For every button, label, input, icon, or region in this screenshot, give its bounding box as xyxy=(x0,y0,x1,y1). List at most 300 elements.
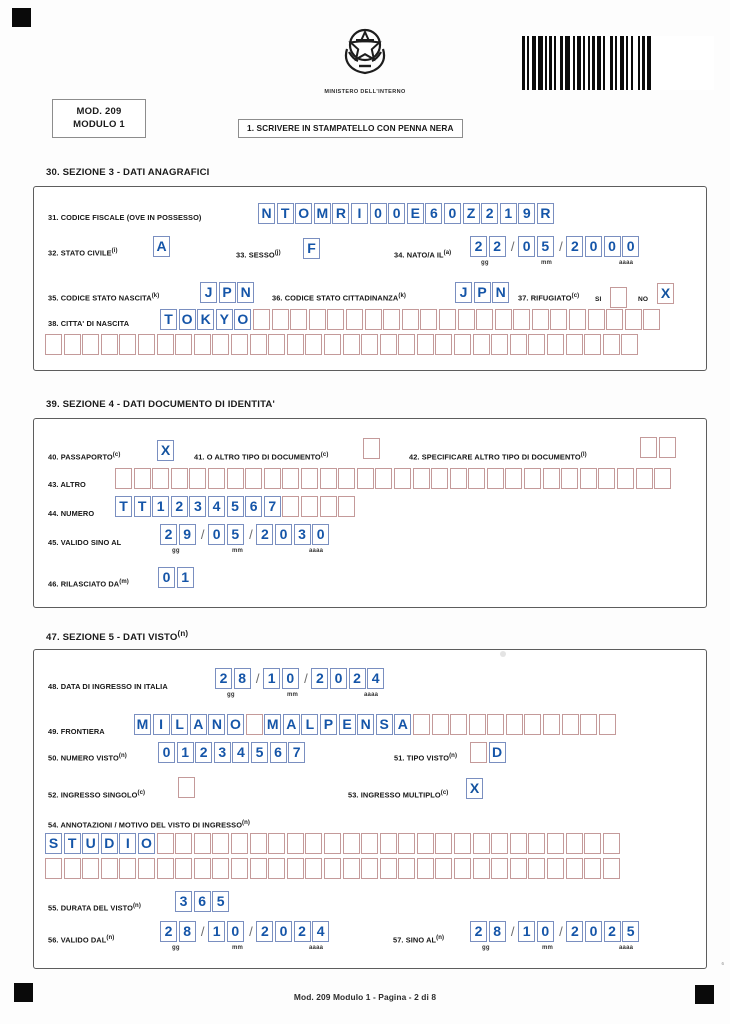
char-box[interactable] xyxy=(420,309,437,330)
char-box[interactable] xyxy=(470,742,487,763)
char-box[interactable] xyxy=(157,858,174,879)
field-38-input-row2[interactable] xyxy=(45,334,640,355)
char-box[interactable]: Y xyxy=(216,309,233,330)
char-box[interactable] xyxy=(505,468,522,489)
field-41-checkbox[interactable] xyxy=(363,438,380,459)
char-box[interactable]: 1 xyxy=(177,742,194,763)
char-box[interactable] xyxy=(305,334,322,355)
char-box[interactable]: 0 xyxy=(275,921,292,942)
char-box[interactable] xyxy=(282,496,299,517)
char-box[interactable] xyxy=(327,309,344,330)
char-box[interactable] xyxy=(245,468,262,489)
char-box[interactable]: L xyxy=(301,714,318,735)
char-box[interactable] xyxy=(598,468,615,489)
char-box[interactable]: L xyxy=(171,714,188,735)
char-box[interactable] xyxy=(119,858,136,879)
char-box[interactable]: O xyxy=(179,309,196,330)
char-box[interactable]: 7 xyxy=(264,496,281,517)
field-48-date-input[interactable] xyxy=(215,668,386,689)
char-box[interactable]: 9 xyxy=(179,524,196,545)
char-box[interactable] xyxy=(603,833,620,854)
char-box[interactable]: F xyxy=(303,238,320,259)
char-box[interactable]: 0 xyxy=(537,921,554,942)
char-box[interactable]: 4 xyxy=(232,742,249,763)
char-box[interactable] xyxy=(301,468,318,489)
char-box[interactable] xyxy=(473,334,490,355)
char-box[interactable]: 5 xyxy=(251,742,268,763)
char-box[interactable] xyxy=(82,858,99,879)
char-box[interactable] xyxy=(450,468,467,489)
char-box[interactable] xyxy=(138,334,155,355)
char-box[interactable]: M xyxy=(264,714,281,735)
char-box[interactable] xyxy=(282,468,299,489)
char-box[interactable] xyxy=(603,334,620,355)
char-box[interactable]: 2 xyxy=(160,524,177,545)
char-box[interactable] xyxy=(268,858,285,879)
char-box[interactable] xyxy=(588,309,605,330)
char-box[interactable] xyxy=(491,833,508,854)
char-box[interactable]: 0 xyxy=(518,236,535,257)
char-box[interactable] xyxy=(625,309,642,330)
char-box[interactable] xyxy=(398,858,415,879)
char-box[interactable] xyxy=(208,468,225,489)
char-box[interactable]: 0 xyxy=(388,203,405,224)
field-43-input[interactable] xyxy=(115,468,673,489)
char-box[interactable] xyxy=(473,833,490,854)
char-box[interactable] xyxy=(175,833,192,854)
char-box[interactable] xyxy=(402,309,419,330)
char-box[interactable]: S xyxy=(45,833,62,854)
char-box[interactable] xyxy=(361,334,378,355)
char-box[interactable] xyxy=(212,334,229,355)
char-box[interactable]: K xyxy=(197,309,214,330)
char-box[interactable]: 3 xyxy=(294,524,311,545)
char-box[interactable]: 0 xyxy=(282,668,299,689)
char-box[interactable] xyxy=(101,858,118,879)
char-box[interactable]: 2 xyxy=(215,668,232,689)
char-box[interactable]: O xyxy=(295,203,312,224)
char-box[interactable] xyxy=(231,833,248,854)
char-box[interactable] xyxy=(119,334,136,355)
char-box[interactable] xyxy=(290,309,307,330)
char-box[interactable]: A xyxy=(153,236,170,257)
char-box[interactable]: 2 xyxy=(470,921,487,942)
char-box[interactable] xyxy=(264,468,281,489)
char-box[interactable] xyxy=(617,468,634,489)
field-46-input[interactable] xyxy=(158,567,195,588)
char-box[interactable]: 2 xyxy=(604,921,621,942)
char-box[interactable] xyxy=(380,858,397,879)
char-box[interactable]: A xyxy=(394,714,411,735)
char-box[interactable] xyxy=(432,714,449,735)
char-box[interactable]: 2 xyxy=(481,203,498,224)
char-box[interactable]: 6 xyxy=(245,496,262,517)
char-box[interactable]: 1 xyxy=(518,921,535,942)
char-box[interactable]: 0 xyxy=(275,524,292,545)
char-box[interactable] xyxy=(547,858,564,879)
char-box[interactable]: O xyxy=(138,833,155,854)
char-box[interactable] xyxy=(643,309,660,330)
char-box[interactable] xyxy=(435,334,452,355)
char-box[interactable] xyxy=(524,468,541,489)
char-box[interactable]: 0 xyxy=(585,236,602,257)
char-box[interactable]: 0 xyxy=(330,668,347,689)
char-box[interactable] xyxy=(175,858,192,879)
char-box[interactable]: A xyxy=(190,714,207,735)
char-box[interactable] xyxy=(654,468,671,489)
char-box[interactable] xyxy=(450,714,467,735)
char-box[interactable]: E xyxy=(339,714,356,735)
char-box[interactable] xyxy=(584,858,601,879)
char-box[interactable] xyxy=(246,714,263,735)
char-box[interactable]: N xyxy=(208,714,225,735)
char-box[interactable]: 0 xyxy=(444,203,461,224)
char-box[interactable] xyxy=(473,858,490,879)
char-box[interactable]: 0 xyxy=(158,742,175,763)
field-45-date-input[interactable] xyxy=(160,524,331,545)
char-box[interactable] xyxy=(305,858,322,879)
char-box[interactable] xyxy=(603,858,620,879)
char-box[interactable]: E xyxy=(407,203,424,224)
field-57-date-input[interactable] xyxy=(470,921,641,942)
char-box[interactable] xyxy=(346,309,363,330)
field-54-input-row1[interactable] xyxy=(45,833,621,854)
char-box[interactable] xyxy=(398,833,415,854)
field-31-input[interactable] xyxy=(258,203,556,224)
char-box[interactable] xyxy=(528,334,545,355)
char-box[interactable]: R xyxy=(537,203,554,224)
char-box[interactable] xyxy=(287,833,304,854)
char-box[interactable] xyxy=(454,833,471,854)
char-box[interactable]: 2 xyxy=(171,496,188,517)
char-box[interactable] xyxy=(417,334,434,355)
char-box[interactable] xyxy=(413,468,430,489)
char-box[interactable]: 0 xyxy=(227,921,244,942)
char-box[interactable] xyxy=(227,468,244,489)
char-box[interactable]: 0 xyxy=(312,524,329,545)
char-box[interactable] xyxy=(562,714,579,735)
char-box[interactable] xyxy=(547,833,564,854)
char-box[interactable] xyxy=(272,309,289,330)
char-box[interactable] xyxy=(383,309,400,330)
char-box[interactable] xyxy=(476,309,493,330)
field-53-checkbox[interactable]: X xyxy=(466,778,483,799)
char-box[interactable]: 2 xyxy=(566,236,583,257)
char-box[interactable]: I xyxy=(351,203,368,224)
char-box[interactable]: U xyxy=(82,833,99,854)
char-box[interactable] xyxy=(338,496,355,517)
char-box[interactable]: 1 xyxy=(263,668,280,689)
char-box[interactable] xyxy=(157,833,174,854)
char-box[interactable] xyxy=(324,833,341,854)
char-box[interactable] xyxy=(309,309,326,330)
char-box[interactable] xyxy=(510,833,527,854)
char-box[interactable] xyxy=(194,833,211,854)
char-box[interactable] xyxy=(606,309,623,330)
char-box[interactable]: 9 xyxy=(518,203,535,224)
field-40-checkbox[interactable]: X xyxy=(157,440,174,461)
char-box[interactable] xyxy=(287,858,304,879)
char-box[interactable] xyxy=(569,309,586,330)
char-box[interactable] xyxy=(431,468,448,489)
char-box[interactable] xyxy=(250,858,267,879)
char-box[interactable] xyxy=(528,858,545,879)
char-box[interactable] xyxy=(338,468,355,489)
char-box[interactable] xyxy=(566,334,583,355)
char-box[interactable]: A xyxy=(283,714,300,735)
char-box[interactable]: T xyxy=(64,833,81,854)
char-box[interactable] xyxy=(487,714,504,735)
char-box[interactable] xyxy=(468,468,485,489)
char-box[interactable]: 4 xyxy=(367,668,384,689)
char-box[interactable] xyxy=(45,858,62,879)
char-box[interactable]: 2 xyxy=(256,524,273,545)
char-box[interactable] xyxy=(268,334,285,355)
char-box[interactable] xyxy=(394,468,411,489)
char-box[interactable] xyxy=(458,309,475,330)
char-box[interactable] xyxy=(45,334,62,355)
char-box[interactable] xyxy=(547,334,564,355)
char-box[interactable] xyxy=(171,468,188,489)
field-54-input-row2[interactable] xyxy=(45,858,621,879)
char-box[interactable]: 8 xyxy=(179,921,196,942)
char-box[interactable] xyxy=(580,468,597,489)
char-box[interactable]: I xyxy=(153,714,170,735)
char-box[interactable]: 1 xyxy=(152,496,169,517)
char-box[interactable] xyxy=(510,334,527,355)
char-box[interactable]: T xyxy=(277,203,294,224)
char-box[interactable] xyxy=(301,496,318,517)
char-box[interactable]: 5 xyxy=(212,891,229,912)
char-box[interactable] xyxy=(343,858,360,879)
char-box[interactable]: 6 xyxy=(270,742,287,763)
char-box[interactable] xyxy=(513,309,530,330)
field-37-yes-checkbox[interactable] xyxy=(610,287,627,308)
char-box[interactable] xyxy=(636,468,653,489)
char-box[interactable] xyxy=(454,334,471,355)
char-box[interactable]: 2 xyxy=(470,236,487,257)
char-box[interactable]: 1 xyxy=(177,567,194,588)
char-box[interactable] xyxy=(212,858,229,879)
char-box[interactable] xyxy=(469,714,486,735)
char-box[interactable] xyxy=(510,858,527,879)
char-box[interactable] xyxy=(157,334,174,355)
char-box[interactable] xyxy=(357,468,374,489)
char-box[interactable]: 2 xyxy=(195,742,212,763)
char-box[interactable] xyxy=(101,334,118,355)
char-box[interactable]: 2 xyxy=(256,921,273,942)
char-box[interactable]: 2 xyxy=(294,921,311,942)
char-box[interactable] xyxy=(365,309,382,330)
char-box[interactable]: 0 xyxy=(585,921,602,942)
char-box[interactable]: T xyxy=(160,309,177,330)
char-box[interactable]: 6 xyxy=(425,203,442,224)
char-box[interactable] xyxy=(212,833,229,854)
char-box[interactable] xyxy=(417,858,434,879)
char-box[interactable]: Z xyxy=(463,203,480,224)
field-35-input[interactable] xyxy=(200,282,256,303)
char-box[interactable] xyxy=(417,833,434,854)
char-box[interactable] xyxy=(115,468,132,489)
char-box[interactable] xyxy=(528,833,545,854)
char-box[interactable]: P xyxy=(320,714,337,735)
char-box[interactable]: T xyxy=(115,496,132,517)
char-box[interactable] xyxy=(152,468,169,489)
char-box[interactable] xyxy=(561,468,578,489)
char-box[interactable]: 1 xyxy=(208,921,225,942)
char-box[interactable] xyxy=(380,334,397,355)
field-34-date-input[interactable] xyxy=(470,236,641,257)
char-box[interactable]: J xyxy=(200,282,217,303)
char-box[interactable] xyxy=(640,437,657,458)
field-52-checkbox[interactable] xyxy=(178,777,195,798)
char-box[interactable]: N xyxy=(237,282,254,303)
char-box[interactable]: 0 xyxy=(158,567,175,588)
field-56-date-input[interactable] xyxy=(160,921,331,942)
char-box[interactable] xyxy=(580,714,597,735)
char-box[interactable]: 3 xyxy=(175,891,192,912)
char-box[interactable] xyxy=(324,334,341,355)
char-box[interactable]: 2 xyxy=(489,236,506,257)
char-box[interactable] xyxy=(495,309,512,330)
char-box[interactable]: O xyxy=(227,714,244,735)
char-box[interactable] xyxy=(398,334,415,355)
char-box[interactable] xyxy=(82,334,99,355)
char-box[interactable] xyxy=(305,833,322,854)
char-box[interactable] xyxy=(413,714,430,735)
char-box[interactable]: M xyxy=(314,203,331,224)
field-33-input[interactable] xyxy=(303,238,322,259)
field-44-input[interactable] xyxy=(115,496,357,517)
field-56-month-hint: mm xyxy=(232,945,244,951)
char-box[interactable] xyxy=(231,858,248,879)
char-box[interactable]: P xyxy=(219,282,236,303)
field-55-input[interactable] xyxy=(175,891,231,912)
char-box[interactable]: 5 xyxy=(227,524,244,545)
char-box[interactable] xyxy=(64,334,81,355)
char-box[interactable]: 5 xyxy=(622,921,639,942)
char-box[interactable] xyxy=(566,833,583,854)
char-box[interactable]: N xyxy=(492,282,509,303)
field-36-input[interactable] xyxy=(455,282,511,303)
char-box[interactable]: 6 xyxy=(194,891,211,912)
char-box[interactable]: 4 xyxy=(312,921,329,942)
char-box[interactable]: 2 xyxy=(311,668,328,689)
char-box[interactable] xyxy=(454,858,471,879)
char-box[interactable]: 8 xyxy=(489,921,506,942)
char-box[interactable] xyxy=(320,468,337,489)
field-42-input[interactable] xyxy=(640,437,677,458)
char-box[interactable] xyxy=(320,496,337,517)
char-box[interactable] xyxy=(268,833,285,854)
char-box[interactable] xyxy=(543,468,560,489)
char-box[interactable] xyxy=(231,334,248,355)
char-box[interactable] xyxy=(287,334,304,355)
char-box[interactable]: 5 xyxy=(227,496,244,517)
char-box[interactable] xyxy=(435,858,452,879)
char-box[interactable] xyxy=(361,858,378,879)
char-box[interactable]: I xyxy=(119,833,136,854)
char-box[interactable] xyxy=(659,437,676,458)
char-box[interactable] xyxy=(250,833,267,854)
char-box[interactable] xyxy=(189,468,206,489)
field-32-input[interactable] xyxy=(153,236,172,257)
char-box[interactable]: M xyxy=(134,714,151,735)
char-box[interactable] xyxy=(599,714,616,735)
char-box[interactable]: 5 xyxy=(537,236,554,257)
char-box[interactable] xyxy=(175,334,192,355)
char-box[interactable]: D xyxy=(489,742,506,763)
char-box[interactable]: 0 xyxy=(208,524,225,545)
char-box[interactable] xyxy=(621,334,638,355)
char-box[interactable]: 4 xyxy=(208,496,225,517)
char-box[interactable]: 3 xyxy=(189,496,206,517)
char-box[interactable] xyxy=(435,833,452,854)
char-box[interactable] xyxy=(491,858,508,879)
char-box[interactable] xyxy=(506,714,523,735)
char-box[interactable] xyxy=(584,334,601,355)
field-51-input[interactable] xyxy=(470,742,507,763)
char-box[interactable] xyxy=(194,858,211,879)
char-box[interactable] xyxy=(343,334,360,355)
char-box[interactable]: N xyxy=(258,203,275,224)
char-box[interactable] xyxy=(491,334,508,355)
char-box[interactable]: N xyxy=(357,714,374,735)
char-box[interactable]: J xyxy=(455,282,472,303)
char-box[interactable]: 0 xyxy=(604,236,621,257)
char-box[interactable]: 2 xyxy=(160,921,177,942)
char-box[interactable]: 2 xyxy=(349,668,366,689)
char-box[interactable] xyxy=(584,833,601,854)
char-box[interactable] xyxy=(439,309,456,330)
char-box[interactable]: S xyxy=(376,714,393,735)
char-box[interactable] xyxy=(253,309,270,330)
char-box[interactable]: D xyxy=(101,833,118,854)
char-box[interactable]: 1 xyxy=(500,203,517,224)
char-box[interactable] xyxy=(550,309,567,330)
field-37-no-checkbox[interactable]: X xyxy=(657,283,674,304)
char-box[interactable] xyxy=(543,714,560,735)
char-box[interactable] xyxy=(380,833,397,854)
char-box[interactable]: 7 xyxy=(288,742,305,763)
char-box[interactable]: 0 xyxy=(622,236,639,257)
char-box[interactable] xyxy=(194,334,211,355)
char-box[interactable]: O xyxy=(234,309,251,330)
char-box[interactable] xyxy=(532,309,549,330)
field-38-input-row1[interactable] xyxy=(160,309,662,330)
char-box[interactable]: 2 xyxy=(566,921,583,942)
char-box[interactable] xyxy=(64,858,81,879)
char-box[interactable] xyxy=(566,858,583,879)
char-box[interactable] xyxy=(343,833,360,854)
char-box[interactable] xyxy=(487,468,504,489)
char-box[interactable]: 0 xyxy=(370,203,387,224)
char-box[interactable] xyxy=(324,858,341,879)
char-box[interactable] xyxy=(250,334,267,355)
char-box[interactable] xyxy=(134,468,151,489)
char-box[interactable] xyxy=(375,468,392,489)
field-49-input[interactable] xyxy=(134,714,617,735)
char-box[interactable]: 8 xyxy=(234,668,251,689)
field-50-input[interactable] xyxy=(158,742,307,763)
char-box[interactable]: P xyxy=(474,282,491,303)
char-box[interactable]: T xyxy=(134,496,151,517)
char-box[interactable] xyxy=(138,858,155,879)
char-box[interactable]: R xyxy=(332,203,349,224)
char-box[interactable]: 3 xyxy=(214,742,231,763)
char-box[interactable] xyxy=(524,714,541,735)
char-box[interactable] xyxy=(361,833,378,854)
